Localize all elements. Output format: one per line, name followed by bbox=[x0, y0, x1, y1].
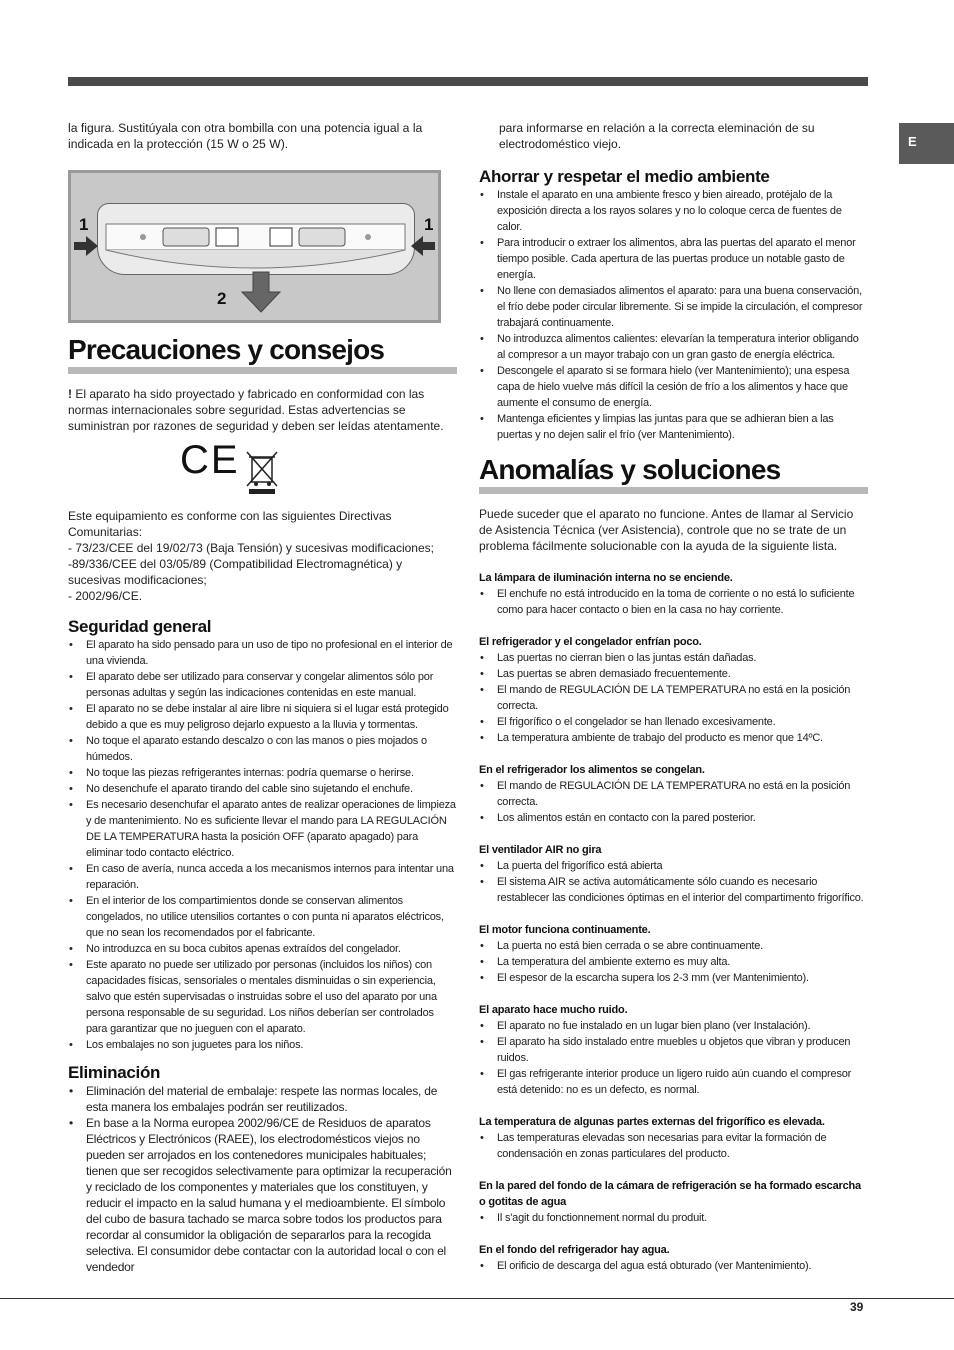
solution-list bbox=[479, 586, 868, 618]
directive-line: - 73/23/CEE del 19/02/73 (Baja Tensión) y sucesivas modificaciones; bbox=[68, 541, 434, 555]
directive-line: Este equipamiento es conforme con las siguientes Directivas Comunitarias: bbox=[68, 509, 392, 539]
list-item: • Instale el aparato en una ambiente fresco y bien aireado, protéjalo de la exposición directa a los rayos solares y no lo coloque cerca de fuentes de calor. bbox=[479, 187, 868, 235]
list-item: • No introduzca alimentos calientes: elevarían la temperatura interior obligando al compresor a un mayor trabajo con un gran gasto de energía eléctrica. bbox=[479, 331, 868, 363]
problems-list bbox=[479, 570, 868, 1274]
solution-list bbox=[479, 650, 868, 746]
section-title-safety: Seguridad general bbox=[68, 617, 212, 636]
directives-block bbox=[68, 508, 457, 604]
problem-title: El aparato hace mucho ruido. bbox=[479, 1004, 628, 1016]
list-item: • Las puertas se abren demasiado frecuentemente. bbox=[479, 666, 868, 682]
section-title-troubleshooting: Anomalías y soluciones bbox=[479, 453, 868, 494]
directive-line: -89/336/CEE del 03/05/89 (Compatibilidad Electromagnética) y sucesivas modificaciones; bbox=[68, 557, 403, 587]
solution-list bbox=[479, 1130, 868, 1162]
list-item: • El aparato ha sido instalado entre muebles u objetos que vibran y producen ruidos. bbox=[479, 1034, 868, 1066]
list-item: • No toque el aparato estando descalzo o con las manos o pies mojados o húmedos. bbox=[68, 733, 457, 765]
section-title-disposal: Eliminación bbox=[68, 1063, 161, 1082]
list-item: • En el interior de los compartimientos donde se conservan alimentos congelados, no utilice utensilios cortantes o con punta ni aparatos eléctricos, que no sean los recomendados por el fabricante. bbox=[68, 893, 457, 941]
list-item: • Los alimentos están en contacto con la pared posterior. bbox=[479, 810, 868, 826]
list-item: • El mando de REGULACIÓN DE LA TEMPERATURA no está en la posición correcta. bbox=[479, 682, 868, 714]
list-item: • Es necesario desenchufar el aparato antes de realizar operaciones de limpieza y de mantenimiento. No es suficiente llevar el mando para LA REGULACIÓN DE LA TEMPERATURA hasta la posición OFF (aparato apagado) para eliminar todo contacto eléctrico. bbox=[68, 797, 457, 861]
directive-line: - 2002/96/CE. bbox=[68, 589, 143, 603]
list-item: • No introduzca en su boca cubitos apenas extraídos del congelador. bbox=[68, 941, 457, 957]
callout-2: 2 bbox=[217, 289, 227, 308]
solution-list bbox=[479, 938, 868, 986]
list-item: • No desenchufe el aparato tirando del cable sino sujetando el enchufe. bbox=[68, 781, 457, 797]
lamp-figure bbox=[68, 170, 441, 323]
list-item: • El frigorífico o el congelador se han llenado excesivamente. bbox=[479, 714, 868, 730]
left-column bbox=[68, 120, 457, 1275]
list-item: • El mando de REGULACIÓN DE LA TEMPERATURA no está en la posición correcta. bbox=[479, 778, 868, 810]
weee-bin-icon bbox=[245, 448, 279, 494]
section-title-precautions: Precauciones y consejos bbox=[68, 333, 457, 374]
callout-1-right: 1 bbox=[424, 215, 434, 234]
list-item: • El gas refrigerante interior produce un ligero ruido aún cuando el compresor está detenido: no es un defecto, es normal. bbox=[479, 1066, 868, 1098]
list-item: • El espesor de la escarcha supera los 2-3 mm (ver Mantenimiento). bbox=[479, 970, 868, 986]
list-item: • El aparato no se debe instalar al aire libre ni siquiera si el lugar está protegido debido a que es muy peligroso dejarlo expuesto a la lluvia y tormentas. bbox=[68, 701, 457, 733]
list-item: • Los embalajes no son juguetes para los niños. bbox=[68, 1037, 457, 1053]
disposal-continuation: para informarse en relación a la correcta eleminación de su electrodoméstico viejo. bbox=[499, 121, 815, 151]
intro-text: la figura. Sustitúyala con otra bombilla con una potencia igual a la indicada en la protección (15 W o 25 W). bbox=[68, 121, 423, 151]
solution-list bbox=[479, 858, 868, 906]
solution-list bbox=[479, 1018, 868, 1098]
list-item: • Este aparato no puede ser utilizado por personas (incluidos los niños) con capacidades físicas, sensoriales o mentales disminuidas o sin experiencia, salvo que estén supervisadas o instruidas sobre el uso del aparato por una persona responsable de su seguridad. Los niños deberían ser controlados para garantizar que no jueguen con el aparato. bbox=[68, 957, 457, 1037]
warning-mark: ! bbox=[68, 387, 72, 401]
solution-list bbox=[479, 778, 868, 826]
list-item: • La puerta no está bien cerrada o se abre continuamente. bbox=[479, 938, 868, 954]
list-item: • Il s'agit du fonctionnement normal du produit. bbox=[479, 1210, 868, 1226]
warning-text: El aparato ha sido proyectado y fabricado en conformidad con las normas internacionales sobre seguridad. Estas advertencias se suministran por razones de seguridad y deben ser leídas atentamente. bbox=[68, 387, 444, 433]
section-title-environment: Ahorrar y respetar el medio ambiente bbox=[479, 167, 770, 186]
problem-title: El refrigerador y el congelador enfrían poco. bbox=[479, 636, 702, 648]
list-item: • Las puertas no cierran bien o las juntas están dañadas. bbox=[479, 650, 868, 666]
list-item: • El aparato no fue instalado en un lugar bien plano (ver Instalación). bbox=[479, 1018, 868, 1034]
problem-title: En el refrigerador los alimentos se congelan. bbox=[479, 764, 705, 776]
list-item: • La temperatura del ambiente externo es muy alta. bbox=[479, 954, 868, 970]
environment-list bbox=[479, 187, 868, 443]
list-item: • El aparato ha sido pensado para un uso de tipo no profesional en el interior de una vivienda. bbox=[68, 637, 457, 669]
troubleshooting-intro: Puede suceder que el aparato no funcione. Antes de llamar al Servicio de Asistencia Técnica (ver Asistencia), controle que no se trate de un problema fácilmente solucionable con la ayuda de la siguiente lista. bbox=[479, 507, 854, 553]
solution-list bbox=[479, 1210, 868, 1226]
list-item: • El enchufe no está introducido en la toma de corriente o no está lo suficiente como para hacer contacto o bien en la casa no hay corriente. bbox=[479, 586, 868, 618]
list-item: • En caso de avería, nunca acceda a los mecanismos internos para intentar una reparación. bbox=[68, 861, 457, 893]
list-item: • Eliminación del material de embalaje: respete las normas locales, de esta manera los embalajes podrán ser reutilizados. bbox=[68, 1083, 457, 1115]
callout-1-left: 1 bbox=[79, 215, 89, 234]
ce-mark: CE bbox=[180, 438, 240, 482]
list-item: • Para introducir o extraer los alimentos, abra las puertas del aparato el menor tiempo posible. Cada apertura de las puertas produce un notable gasto de energía. bbox=[479, 235, 868, 283]
list-item: • El sistema AIR se activa automáticamente sólo cuando es necesario restablecer las condiciones óptimas en el interior del compartimento frigorífico. bbox=[479, 874, 868, 906]
problem-title: La temperatura de algunas partes externas del frigorífico es elevada. bbox=[479, 1116, 825, 1128]
arrows-icon bbox=[68, 170, 441, 323]
page-number: 39 bbox=[850, 1300, 864, 1314]
problem-title: En la pared del fondo de la cámara de refrigeración se ha formado escarcha o gotitas de agua bbox=[479, 1180, 861, 1208]
list-item: • No toque las piezas refrigerantes internas: podría quemarse o herirse. bbox=[68, 765, 457, 781]
list-item: • No llene con demasiados alimentos el aparato: para una buena conservación, el frío debe poder circular libremente. Si se impide la circulación, el compresor trabajará continuamente. bbox=[479, 283, 868, 331]
disposal-list bbox=[68, 1083, 457, 1275]
solution-list bbox=[479, 1258, 868, 1274]
language-tab: E bbox=[899, 123, 954, 164]
safety-list bbox=[68, 637, 457, 1053]
list-item: • En base a la Norma europea 2002/96/CE de Residuos de aparatos Eléctricos y Electrónicos (RAEE), los electrodomésticos viejos no pueden ser arrojados en los contenedores municipales habituales; tienen que ser recogidos selectivamente para optimizar la recuperación y reciclado de los componentes y materiales que los constituyen, y reducir el impacto en la salud humana y el medioambiente. El símbolo del cubo de basura tachado se marca sobre todos los productos para recordar al consumidor la obligación de separarlos para la recogida selectiva. El consumidor debe contactar con la autoridad local o con el vendedor bbox=[68, 1115, 457, 1275]
list-item: • La puerta del frigorífico está abierta bbox=[479, 858, 868, 874]
problem-title: En el fondo del refrigerador hay agua. bbox=[479, 1244, 670, 1256]
list-item: • Descongele el aparato si se formara hielo (ver Mantenimiento); una espesa capa de hielo vuelve más difícil la cesión de frío a los alimentos y hace que aumente el consumo de energía. bbox=[479, 363, 868, 411]
list-item: • El orificio de descarga del agua está obturado (ver Mantenimiento). bbox=[479, 1258, 868, 1274]
ce-weee-row bbox=[68, 438, 457, 498]
right-column bbox=[479, 120, 868, 1274]
warning-paragraph bbox=[68, 386, 457, 434]
list-item: • El aparato debe ser utilizado para conservar y congelar alimentos sólo por personas adultas y según las indicaciones contenidas en este manual. bbox=[68, 669, 457, 701]
problem-title: El motor funciona continuamente. bbox=[479, 924, 651, 936]
header-bar bbox=[68, 77, 868, 86]
list-item: • Mantenga eficientes y limpias las juntas para que se adhieran bien a las puertas y no dejen salir el frío (ver Mantenimiento). bbox=[479, 411, 868, 443]
problem-title: La lámpara de iluminación interna no se enciende. bbox=[479, 572, 733, 584]
list-item: • Las temperaturas elevadas son necesarias para evitar la formación de condensación en zonas particulares del producto. bbox=[479, 1130, 868, 1162]
list-item: • La temperatura ambiente de trabajo del producto es menor que 14ºC. bbox=[479, 730, 868, 746]
problem-title: El ventilador AIR no gira bbox=[479, 844, 602, 856]
footer-rule bbox=[0, 1298, 954, 1299]
